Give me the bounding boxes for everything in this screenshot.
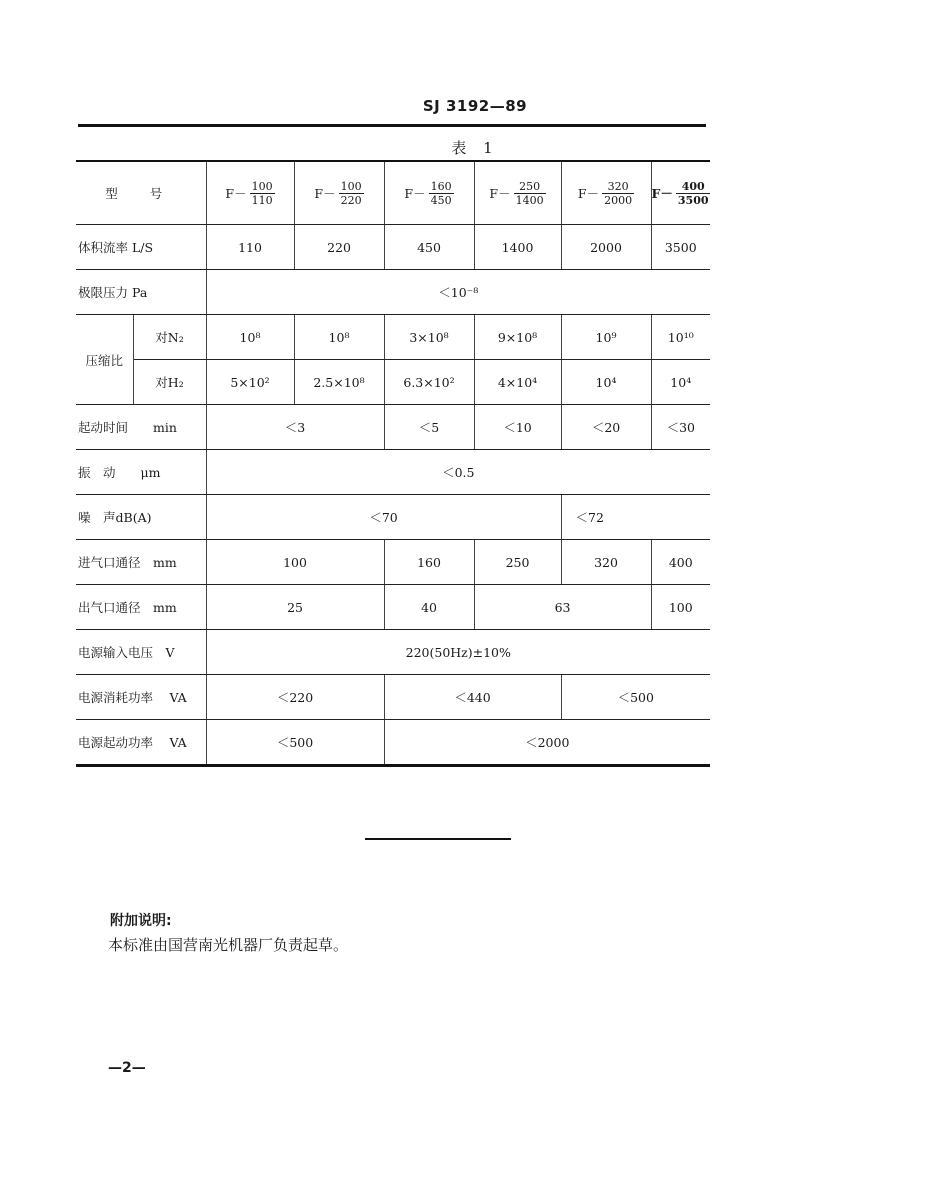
inlet-value: 250 — [474, 540, 561, 585]
model-cell: F－ $\frac{100}{220}$ — [294, 161, 384, 225]
inlet-value: 160 — [384, 540, 474, 585]
table-row — [76, 630, 710, 675]
start-time-value: ＜5 — [384, 405, 474, 450]
compression-n2-value: 10⁸ — [206, 315, 294, 360]
inlet-value: 100 — [206, 540, 384, 585]
flow-value: 1400 — [474, 225, 561, 270]
table-row — [76, 225, 710, 270]
flow-value: 2000 — [561, 225, 651, 270]
table-row — [76, 360, 710, 405]
compression-n2-value: 10⁸ — [294, 315, 384, 360]
model-cell: F－ $\frac{250}{1400}$ — [474, 161, 561, 225]
inlet-label: 进气口通径 mm — [76, 540, 206, 585]
startup-power-value: ＜500 — [206, 720, 384, 766]
outlet-value: 25 — [206, 585, 384, 630]
table-row — [76, 405, 710, 450]
table-caption: 表 1 — [451, 139, 499, 157]
outlet-label: 出气口通径 mm — [76, 585, 206, 630]
compression-h2-label: 对H₂ — [133, 360, 206, 405]
table-row — [76, 315, 710, 360]
voltage-label: 电源输入电压 V — [76, 630, 206, 675]
power-consumption-value: ＜500 — [561, 675, 710, 720]
note-title: 附加说明: — [110, 913, 172, 929]
compression-label: 压缩比 — [76, 315, 133, 405]
inlet-value: 320 — [561, 540, 651, 585]
table-row — [76, 495, 710, 540]
document-header: SJ 3192—89 — [422, 97, 528, 115]
vibration-value: ＜0.5 — [206, 450, 710, 495]
compression-n2-value: 9×10⁸ — [474, 315, 561, 360]
noise-label: 噪 声dB(A) — [76, 495, 206, 540]
power-consumption-value: ＜220 — [206, 675, 384, 720]
power-consumption-label: 电源消耗功率 VA — [76, 675, 206, 720]
model-label: 型 号 — [76, 161, 206, 225]
ultimate-pressure-value: ＜10⁻⁸ — [206, 270, 710, 315]
compression-n2-value: 10¹⁰ — [651, 315, 710, 360]
compression-h2-value: 6.3×10² — [384, 360, 474, 405]
flow-value: 110 — [206, 225, 294, 270]
compression-h2-value: 2.5×10⁸ — [294, 360, 384, 405]
model-cell: F－ $\frac{320}{2000}$ — [561, 161, 651, 225]
start-time-value: ＜30 — [651, 405, 710, 450]
table-row — [76, 720, 710, 766]
outlet-value: 100 — [651, 585, 710, 630]
model-cell: F－ $\frac{400}{3500}$ — [651, 161, 710, 225]
table-row — [76, 585, 710, 630]
startup-power-label: 电源起动功率 VA — [76, 720, 206, 766]
compression-h2-value: 4×10⁴ — [474, 360, 561, 405]
model-cell: F－ $\frac{100}{110}$ — [206, 161, 294, 225]
start-time-value: ＜3 — [206, 405, 384, 450]
page-number: —2— — [108, 1060, 146, 1076]
compression-h2-value: 10⁴ — [651, 360, 710, 405]
model-cell: F－ $\frac{160}{450}$ — [384, 161, 474, 225]
flow-label: 体积流率 L/S — [76, 225, 206, 270]
table-row — [76, 675, 710, 720]
note-body: 本标准由国营南光机器厂负责起草。 — [108, 936, 349, 954]
noise-value: ＜70 — [206, 495, 561, 540]
flow-value: 3500 — [651, 225, 710, 270]
spec-table — [76, 160, 710, 767]
table-row — [76, 270, 710, 315]
inlet-value: 400 — [651, 540, 710, 585]
flow-value: 220 — [294, 225, 384, 270]
outlet-value: 40 — [384, 585, 474, 630]
start-time-value: ＜10 — [474, 405, 561, 450]
noise-value: ＜72 — [561, 495, 710, 540]
compression-h2-value: 5×10² — [206, 360, 294, 405]
voltage-value: 220(50Hz)±10% — [206, 630, 710, 675]
table-row — [76, 450, 710, 495]
ultimate-pressure-label: 极限压力 Pa — [76, 270, 206, 315]
header-rule — [78, 124, 706, 127]
compression-n2-value: 3×10⁸ — [384, 315, 474, 360]
section-divider — [365, 838, 511, 840]
table-row — [76, 161, 710, 225]
startup-power-value: ＜2000 — [384, 720, 710, 766]
flow-value: 450 — [384, 225, 474, 270]
compression-h2-value: 10⁴ — [561, 360, 651, 405]
start-time-value: ＜20 — [561, 405, 651, 450]
vibration-label: 振 动 μm — [76, 450, 206, 495]
start-time-label: 起动时间 min — [76, 405, 206, 450]
table-row — [76, 540, 710, 585]
outlet-value: 63 — [474, 585, 651, 630]
compression-n2-value: 10⁹ — [561, 315, 651, 360]
compression-n2-label: 对N₂ — [133, 315, 206, 360]
power-consumption-value: ＜440 — [384, 675, 561, 720]
